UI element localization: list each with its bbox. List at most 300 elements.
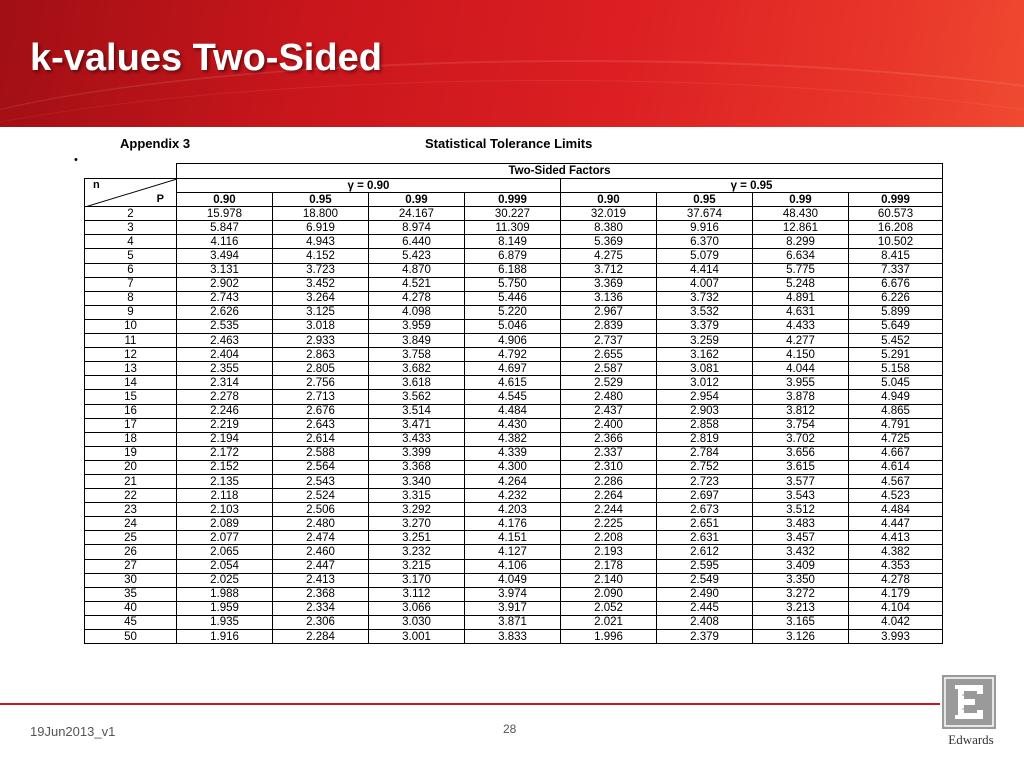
gamma-095-header: γ = 0.95: [561, 179, 943, 193]
k-value-cell: 3.615: [753, 460, 849, 474]
n-value-cell: 13: [85, 362, 177, 376]
k-value-cell: 3.723: [273, 263, 369, 277]
k-value-cell: 4.098: [369, 305, 465, 319]
k-value-cell: 3.833: [465, 630, 561, 644]
k-value-cell: 4.865: [849, 404, 943, 418]
table-row: [85, 489, 943, 503]
p-value-header: 0.999: [849, 193, 943, 207]
k-value-cell: 2.437: [561, 404, 657, 418]
k-value-cell: 2.194: [177, 432, 273, 446]
k-value-cell: 4.278: [849, 573, 943, 587]
table-row: [85, 263, 943, 277]
k-value-cell: 4.567: [849, 474, 943, 488]
k-value-cell: 2.445: [657, 601, 753, 615]
n-value-cell: 15: [85, 390, 177, 404]
k-value-cell: 5.045: [849, 376, 943, 390]
k-value-cell: 2.306: [273, 615, 369, 629]
n-value-cell: 9: [85, 305, 177, 319]
k-value-cell: 5.248: [753, 277, 849, 291]
table-row: [85, 432, 943, 446]
k-value-cell: 3.758: [369, 348, 465, 362]
k-value-cell: 4.791: [849, 418, 943, 432]
k-value-cell: 2.480: [561, 390, 657, 404]
k-value-cell: 1.959: [177, 601, 273, 615]
k-value-cell: 3.136: [561, 291, 657, 305]
table-row: [85, 319, 943, 333]
k-value-cell: 2.614: [273, 432, 369, 446]
k-value-cell: 4.891: [753, 291, 849, 305]
k-value-cell: 2.549: [657, 573, 753, 587]
k-value-cell: 2.756: [273, 376, 369, 390]
k-value-cell: 4.300: [465, 460, 561, 474]
k-value-cell: 2.413: [273, 573, 369, 587]
appendix-label: Appendix 3: [120, 136, 191, 151]
k-value-cell: 2.588: [273, 446, 369, 460]
k-value-cell: 6.370: [657, 235, 753, 249]
k-value-cell: 4.203: [465, 503, 561, 517]
k-value-cell: 6.226: [849, 291, 943, 305]
table-row: [85, 418, 943, 432]
k-value-cell: 2.278: [177, 390, 273, 404]
k-value-cell: 3.170: [369, 573, 465, 587]
n-value-cell: 35: [85, 587, 177, 601]
k-value-cell: 2.284: [273, 630, 369, 644]
k-value-cell: 2.400: [561, 418, 657, 432]
k-value-cell: 12.861: [753, 221, 849, 235]
table-row: [85, 334, 943, 348]
k-value-cell: 3.018: [273, 319, 369, 333]
n-label: n: [93, 179, 100, 191]
n-value-cell: 17: [85, 418, 177, 432]
k-value-cell: 4.104: [849, 601, 943, 615]
k-value-cell: 4.870: [369, 263, 465, 277]
table-caption: Two-Sided Factors: [177, 164, 943, 179]
k-value-cell: 2.408: [657, 615, 753, 629]
logo-wordmark: Edwards: [948, 732, 994, 747]
k-value-cell: 8.149: [465, 235, 561, 249]
k-value-cell: 3.292: [369, 503, 465, 517]
k-value-cell: 1.996: [561, 630, 657, 644]
k-value-cell: 6.440: [369, 235, 465, 249]
k-value-cell: 32.019: [561, 207, 657, 221]
k-value-cell: 2.697: [657, 489, 753, 503]
table-row: [85, 517, 943, 531]
k-value-cell: 4.725: [849, 432, 943, 446]
k-value-cell: 2.713: [273, 390, 369, 404]
k-value-cell: 2.193: [561, 545, 657, 559]
n-value-cell: 50: [85, 630, 177, 644]
k-value-cell: 4.413: [849, 531, 943, 545]
k-value-cell: 2.858: [657, 418, 753, 432]
p-value-header: 0.90: [561, 193, 657, 207]
k-value-cell: 15.978: [177, 207, 273, 221]
k-value-cell: 3.125: [273, 305, 369, 319]
k-value-cell: 37.674: [657, 207, 753, 221]
footer-divider: [0, 703, 940, 705]
table-row: [85, 559, 943, 573]
p-value-header: 0.95: [657, 193, 753, 207]
k-value-cell: 3.340: [369, 474, 465, 488]
k-value-cell: 3.369: [561, 277, 657, 291]
k-value-cell: 5.847: [177, 221, 273, 235]
k-value-cell: 16.208: [849, 221, 943, 235]
k-value-cell: 3.483: [753, 517, 849, 531]
k-value-cell: 4.906: [465, 334, 561, 348]
n-value-cell: 24: [85, 517, 177, 531]
k-value-cell: 2.244: [561, 503, 657, 517]
blank-corner: [85, 164, 177, 179]
k-value-cell: 4.484: [849, 503, 943, 517]
k-value-cell: 4.150: [753, 348, 849, 362]
k-value-cell: 2.052: [561, 601, 657, 615]
k-value-cell: 3.562: [369, 390, 465, 404]
k-value-cell: 5.291: [849, 348, 943, 362]
k-value-cell: 6.919: [273, 221, 369, 235]
k-value-cell: 2.954: [657, 390, 753, 404]
k-value-cell: 4.264: [465, 474, 561, 488]
k-value-cell: 4.007: [657, 277, 753, 291]
n-p-header-cell: [85, 179, 177, 207]
table-sheet: [74, 127, 944, 689]
k-value-cell: 4.382: [465, 432, 561, 446]
n-value-cell: 22: [85, 489, 177, 503]
k-value-cell: 3.532: [657, 305, 753, 319]
table-row: [85, 235, 943, 249]
k-value-cell: 2.784: [657, 446, 753, 460]
k-value-cell: 3.471: [369, 418, 465, 432]
k-value-cell: 2.805: [273, 362, 369, 376]
k-value-cell: 2.723: [657, 474, 753, 488]
k-value-cell: 4.433: [753, 319, 849, 333]
k-value-cell: 3.514: [369, 404, 465, 418]
k-value-cell: 2.404: [177, 348, 273, 362]
p-value-header: 0.99: [369, 193, 465, 207]
k-value-cell: 2.737: [561, 334, 657, 348]
k-value-cell: 5.446: [465, 291, 561, 305]
k-value-cell: 10.502: [849, 235, 943, 249]
slide-title: k-values Two-Sided: [30, 37, 382, 79]
k-value-cell: 2.676: [273, 404, 369, 418]
k-value-cell: 5.158: [849, 362, 943, 376]
p-value-header: 0.95: [273, 193, 369, 207]
k-value-cell: 3.126: [753, 630, 849, 644]
n-value-cell: 3: [85, 221, 177, 235]
k-value-cell: 3.081: [657, 362, 753, 376]
k-value-cell: 2.368: [273, 587, 369, 601]
n-value-cell: 40: [85, 601, 177, 615]
k-value-cell: 4.414: [657, 263, 753, 277]
k-value-cell: 7.337: [849, 263, 943, 277]
k-value-cell: 3.452: [273, 277, 369, 291]
n-value-cell: 8: [85, 291, 177, 305]
k-value-cell: 4.631: [753, 305, 849, 319]
k-value-cell: 3.878: [753, 390, 849, 404]
n-value-cell: 45: [85, 615, 177, 629]
k-value-cell: 2.743: [177, 291, 273, 305]
k-value-cell: 2.219: [177, 418, 273, 432]
k-value-cell: 3.012: [657, 376, 753, 390]
k-value-cell: 3.379: [657, 319, 753, 333]
k-value-cell: 4.049: [465, 573, 561, 587]
k-value-cell: 3.618: [369, 376, 465, 390]
table-row: [85, 404, 943, 418]
k-value-cell: 3.264: [273, 291, 369, 305]
k-value-cell: 2.379: [657, 630, 753, 644]
k-value-cell: 5.220: [465, 305, 561, 319]
p-values-row: [85, 193, 943, 207]
table-row: [85, 305, 943, 319]
k-value-cell: 3.732: [657, 291, 753, 305]
n-value-cell: 27: [85, 559, 177, 573]
k-value-cell: 2.208: [561, 531, 657, 545]
k-value-cell: 3.849: [369, 334, 465, 348]
table-row: [85, 362, 943, 376]
k-value-cell: 2.077: [177, 531, 273, 545]
k-value-cell: 3.213: [753, 601, 849, 615]
table-row: [85, 474, 943, 488]
k-value-cell: 2.903: [657, 404, 753, 418]
k-value-cell: 3.974: [465, 587, 561, 601]
k-values-body: [85, 207, 943, 644]
k-value-cell: 5.649: [849, 319, 943, 333]
k-value-cell: 4.044: [753, 362, 849, 376]
k-value-cell: 2.334: [273, 601, 369, 615]
k-value-cell: 3.409: [753, 559, 849, 573]
k-value-cell: 4.447: [849, 517, 943, 531]
k-value-cell: 3.066: [369, 601, 465, 615]
k-value-cell: 2.054: [177, 559, 273, 573]
k-value-cell: 4.792: [465, 348, 561, 362]
k-value-cell: 4.545: [465, 390, 561, 404]
table-row: [85, 390, 943, 404]
table-row: [85, 460, 943, 474]
k-value-cell: 2.535: [177, 319, 273, 333]
k-value-cell: 3.432: [753, 545, 849, 559]
k-value-cell: 5.750: [465, 277, 561, 291]
k-value-cell: 2.819: [657, 432, 753, 446]
k-value-cell: 2.529: [561, 376, 657, 390]
k-value-cell: 3.512: [753, 503, 849, 517]
k-value-cell: 8.299: [753, 235, 849, 249]
k-value-cell: 4.176: [465, 517, 561, 531]
n-value-cell: 5: [85, 249, 177, 263]
k-value-cell: 3.162: [657, 348, 753, 362]
k-value-cell: 3.656: [753, 446, 849, 460]
k-value-cell: 2.337: [561, 446, 657, 460]
k-value-cell: 2.902: [177, 277, 273, 291]
k-value-cell: 2.286: [561, 474, 657, 488]
k-value-cell: 2.310: [561, 460, 657, 474]
n-value-cell: 11: [85, 334, 177, 348]
k-value-cell: 3.812: [753, 404, 849, 418]
n-value-cell: 16: [85, 404, 177, 418]
n-value-cell: 23: [85, 503, 177, 517]
k-value-cell: 4.484: [465, 404, 561, 418]
k-value-cell: 2.564: [273, 460, 369, 474]
k-value-cell: 2.065: [177, 545, 273, 559]
k-value-cell: 8.380: [561, 221, 657, 235]
k-value-cell: 2.355: [177, 362, 273, 376]
k-value-cell: 4.382: [849, 545, 943, 559]
n-value-cell: 7: [85, 277, 177, 291]
k-value-cell: 2.651: [657, 517, 753, 531]
k-value-cell: 3.270: [369, 517, 465, 531]
edwards-e-logo-icon: [942, 675, 996, 729]
p-value-header: 0.999: [465, 193, 561, 207]
k-value-cell: 3.001: [369, 630, 465, 644]
k-value-cell: 6.879: [465, 249, 561, 263]
n-value-cell: 18: [85, 432, 177, 446]
n-value-cell: 12: [85, 348, 177, 362]
n-value-cell: 10: [85, 319, 177, 333]
k-value-cell: 2.595: [657, 559, 753, 573]
k-value-cell: 4.430: [465, 418, 561, 432]
k-value-cell: 4.042: [849, 615, 943, 629]
k-value-cell: 3.259: [657, 334, 753, 348]
k-value-cell: 2.152: [177, 460, 273, 474]
k-value-cell: 4.521: [369, 277, 465, 291]
n-value-cell: 14: [85, 376, 177, 390]
k-value-cell: 3.131: [177, 263, 273, 277]
k-value-cell: 2.752: [657, 460, 753, 474]
k-value-cell: 1.935: [177, 615, 273, 629]
k-value-cell: 2.643: [273, 418, 369, 432]
k-value-cell: 4.277: [753, 334, 849, 348]
k-value-cell: 4.127: [465, 545, 561, 559]
n-value-cell: 4: [85, 235, 177, 249]
k-value-cell: 3.272: [753, 587, 849, 601]
k-value-cell: 4.275: [561, 249, 657, 263]
k-value-cell: 4.614: [849, 460, 943, 474]
k-value-cell: 3.457: [753, 531, 849, 545]
page-number: 28: [503, 722, 517, 736]
k-value-cell: 3.917: [465, 601, 561, 615]
k-value-cell: 3.232: [369, 545, 465, 559]
k-value-cell: 3.682: [369, 362, 465, 376]
k-value-cell: 3.165: [753, 615, 849, 629]
k-value-cell: 2.480: [273, 517, 369, 531]
table-row: [85, 601, 943, 615]
k-value-cell: 3.702: [753, 432, 849, 446]
k-value-cell: 4.697: [465, 362, 561, 376]
k-value-cell: 2.460: [273, 545, 369, 559]
table-row: [85, 376, 943, 390]
k-value-cell: 5.775: [753, 263, 849, 277]
n-value-cell: 6: [85, 263, 177, 277]
k-value-cell: 2.474: [273, 531, 369, 545]
k-value-cell: 3.350: [753, 573, 849, 587]
k-value-cell: 4.232: [465, 489, 561, 503]
table-row: [85, 630, 943, 644]
k-value-cell: 2.631: [657, 531, 753, 545]
table-row: [85, 573, 943, 587]
p-value-header: 0.99: [753, 193, 849, 207]
n-value-cell: 20: [85, 460, 177, 474]
k-value-cell: 4.949: [849, 390, 943, 404]
k-value-cell: 2.172: [177, 446, 273, 460]
k-value-cell: 2.626: [177, 305, 273, 319]
table-row: [85, 587, 943, 601]
k-value-cell: 3.433: [369, 432, 465, 446]
k-value-cell: 4.179: [849, 587, 943, 601]
k-value-cell: 5.423: [369, 249, 465, 263]
k-value-cell: 3.399: [369, 446, 465, 460]
k-value-cell: 2.506: [273, 503, 369, 517]
k-value-cell: 8.415: [849, 249, 943, 263]
k-value-cell: 5.369: [561, 235, 657, 249]
k-value-cell: 2.967: [561, 305, 657, 319]
k-value-cell: 3.871: [465, 615, 561, 629]
k-value-cell: 5.046: [465, 319, 561, 333]
k-value-cell: 3.955: [753, 376, 849, 390]
k-value-cell: 18.800: [273, 207, 369, 221]
table-row: [85, 615, 943, 629]
k-value-cell: 6.634: [753, 249, 849, 263]
gamma-090-header: γ = 0.90: [177, 179, 561, 193]
k-value-cell: 30.227: [465, 207, 561, 221]
k-value-cell: 2.025: [177, 573, 273, 587]
k-value-cell: 3.754: [753, 418, 849, 432]
k-value-cell: 2.524: [273, 489, 369, 503]
k-value-cell: 2.933: [273, 334, 369, 348]
table-row: [85, 503, 943, 517]
k-value-cell: 2.366: [561, 432, 657, 446]
k-value-cell: 2.118: [177, 489, 273, 503]
k-value-cell: 2.021: [561, 615, 657, 629]
k-value-cell: 2.090: [561, 587, 657, 601]
n-value-cell: 26: [85, 545, 177, 559]
k-value-cell: 2.225: [561, 517, 657, 531]
n-value-cell: 25: [85, 531, 177, 545]
k-value-cell: 4.339: [465, 446, 561, 460]
p-label: P: [156, 193, 164, 206]
k-value-cell: 2.135: [177, 474, 273, 488]
n-value-cell: 19: [85, 446, 177, 460]
k-value-cell: 3.112: [369, 587, 465, 601]
table-row: [85, 531, 943, 545]
k-value-cell: 2.863: [273, 348, 369, 362]
k-value-cell: 2.089: [177, 517, 273, 531]
k-value-cell: 1.988: [177, 587, 273, 601]
k-value-cell: 6.676: [849, 277, 943, 291]
k-value-cell: 2.543: [273, 474, 369, 488]
table-row: [85, 446, 943, 460]
k-value-cell: 3.315: [369, 489, 465, 503]
table-row: [85, 545, 943, 559]
k-value-cell: 2.463: [177, 334, 273, 348]
k-value-cell: 3.030: [369, 615, 465, 629]
bullet-marker: •: [74, 154, 78, 166]
k-value-cell: 4.353: [849, 559, 943, 573]
n-value-cell: 30: [85, 573, 177, 587]
table-row: [85, 221, 943, 235]
k-value-cell: 5.452: [849, 334, 943, 348]
k-value-cell: 24.167: [369, 207, 465, 221]
k-value-cell: 4.615: [465, 376, 561, 390]
table-row: [85, 277, 943, 291]
k-value-cell: 2.612: [657, 545, 753, 559]
k-value-cell: 2.246: [177, 404, 273, 418]
n-value-cell: 2: [85, 207, 177, 221]
k-value-cell: 6.188: [465, 263, 561, 277]
sheet-heading: Statistical Tolerance Limits: [425, 136, 593, 151]
k-value-cell: 2.490: [657, 587, 753, 601]
k-value-cell: 3.577: [753, 474, 849, 488]
k-value-cell: 4.116: [177, 235, 273, 249]
k-value-cell: 2.140: [561, 573, 657, 587]
k-value-cell: 2.673: [657, 503, 753, 517]
k-value-cell: 3.494: [177, 249, 273, 263]
